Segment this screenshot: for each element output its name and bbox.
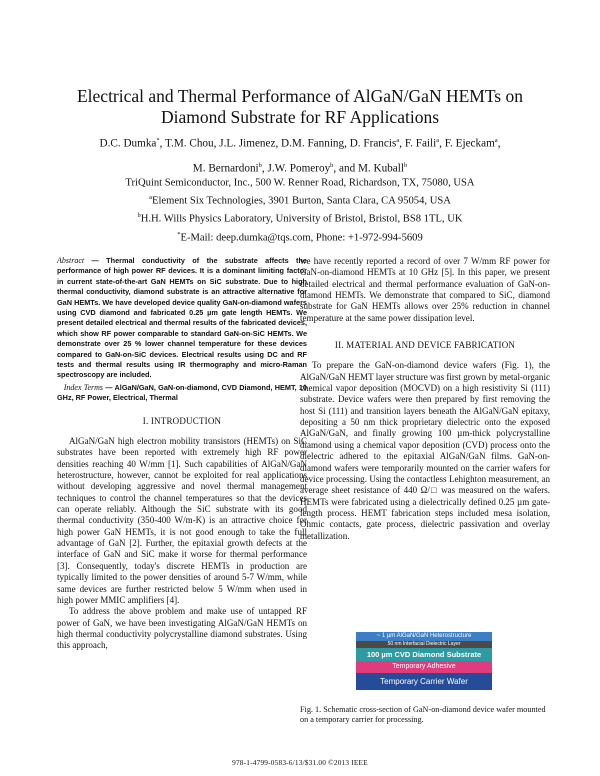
intro-paragraph-2: To address the above problem and make use of untapped RF power of GaN, we have been investigating AlGaN/GaN HEMTs on high thermal conductivity polycrystalline diamond substrates. Using this approach, <box>57 606 307 651</box>
fabrication-paragraph: To prepare the GaN-on-diamond device wafers (Fig. 1), the AlGaN/GaN HEMT layer structure was first grown by metal-organic chemical vapor deposition (MOCVD) on a high resistivity Si (111) substrate. Device wafers were then prepared by first removing the host Si (111) and transition layers beneath the AlGaN/GaN epitaxy, depositing a 50 nm thick proprietary dielectric onto the exposed AlGaN/GaN, and finally growing 100 µm-thick polycrystalline diamond using a chemical vapor deposition (CVD) process onto the dielectric adhered to the epitaxial AlGaN/GaN films. GaN-on-diamond wafers were temporarily mounted on the carrier wafers for device processing. Using the contactless Lehighton measurement, an average sheet resistance of 440 Ω/□ was measured on the wafers. HEMTs were fabricated using a dielectrically defined 0.25 µm gate-length process. HEMT fabrication steps included mesa isolation, Ohmic contacts, gate process, dielectric passivation and overlay metallization. <box>300 360 550 541</box>
abstract: Abstract — Thermal conductivity of the substrate affects the performance of high power RF devices. It is a dominant limiting factor in current state-of-the-art GaN HEMTs on SiC substrate. Due to high thermal conductivity, diamond substrate is an attractive alternative for GaN HEMTs. We have developed device quality GaN-on-diamond wafers using CVD diamond and fabricated 0.25 µm gate length HEMTs. We present detailed electrical and thermal results of the fabricated devices, which show RF power comparable to standard GaN-on-SiC HEMTs. We demonstrate over 25 % lower channel temperature for these devices compared to GaN-on-SiC devices. Electrical results using DC and RF tests and thermal results using IR thermography and micro-Raman spectroscopy are included. <box>57 256 307 380</box>
layer-cvd-diamond: 100 µm CVD Diamond Substrate <box>356 648 492 661</box>
figure-1-caption: Fig. 1. Schematic cross-section of GaN-on-diamond device wafer mounted on a temporary carrier for processing. <box>300 705 546 725</box>
right-column <box>300 256 550 542</box>
affiliation-bristol: $^b$H.H. Wills Physics Laboratory, University of Bristol, Bristol, BS8 1TL, UK <box>137 212 463 225</box>
title-line-1: Electrical and Thermal Performance of AlGaN/GaN HEMTs on <box>76 86 523 106</box>
contact-email: *E-Mail: deep.dumka@tqs.com, Phone: +1-972-994-5609 <box>177 231 423 244</box>
layer-temporary-adhesive: Temporary Adhesive <box>356 661 492 673</box>
figure-1-cross-section <box>356 632 492 690</box>
index-terms: Index Terms — AlGaN/GaN, GaN-on-diamond, CVD Diamond, HEMT, 10 GHz, RF Power, Electrical, Thermal <box>57 382 307 403</box>
author-line-1: D.C. Dumka*, T.M. Chou, J.L. Jimenez, D.M. Fanning, D. Francis$^a$, F. Faili$^a$, F. Ejeckam$^a$, <box>99 137 501 150</box>
intro-paragraph-3: we have recently reported a record of over 7 W/mm RF power for GaN-on-diamond HEMTs at 10 GHz [5]. In this paper, we present detailed electrical and thermal performance evaluation of GaN-on-diamond HEMTs. We demonstrate that compared to SiC, diamond substrate for GaN HEMTs allows over 25% reduction in channel temperature at the same power dissipation level. <box>300 256 550 323</box>
layer-carrier-wafer: Temporary Carrier Wafer <box>356 673 492 690</box>
section-heading-introduction: I. INTRODUCTION <box>142 415 222 426</box>
affiliation-element-six: $^a$Element Six Technologies, 3901 Burton, Santa Clara, CA 95054, USA <box>149 194 451 207</box>
copyright-footer: 978-1-4799-0583-6/13/$31.00 ©2013 IEEE <box>232 758 368 767</box>
affiliation-triquint: TriQuint Semiconductor, Inc., 500 W. Renner Road, Richardson, TX, 75080, USA <box>125 177 475 189</box>
left-column <box>57 256 307 652</box>
layer-heterostructure: ~ 1 µm AlGaN/GaN Heterostructure <box>356 632 492 641</box>
author-line-2: M. Bernardoni$^b$, J.W. Pomeroy$^b$, and M. Kuball$^b$ <box>192 161 408 175</box>
paper-title <box>40 86 560 128</box>
title-line-2: Diamond Substrate for RF Applications <box>160 107 440 127</box>
section-heading-fabrication: II. MATERIAL AND DEVICE FABRICATION <box>334 340 516 351</box>
intro-paragraph-1: AlGaN/GaN high electron mobility transistors (HEMTs) on SiC substrates have been reported with extremely high RF power densities reaching 40 W/mm [1]. Such capabilities of AlGaN/GaN heterostructure, however, cannot be exploited for real applications without developing aggressive and novel thermal management techniques to control the channel temperatures so that the devices can operate reliably. Although the SiC substrate with its good thermal conductivity (350-400 W/m-K) is an attractive choice for high power GaN HEMTs, it is not good enough to take the full advantage of GaN [2]. Further, the epitaxial growth defects at the interface of GaN and SiC make it worse for thermal performance [3]. Consequently, today's discrete HEMTs in production are typically limited to the power densities of around 5-7 W/mm, while same devices are further restricted below 5 W/mm when used in high power MMIC amplifiers [4]. <box>57 436 307 605</box>
layer-interfacial-dielectric: 50 nm Interfacial Dielectric Layer <box>356 641 492 648</box>
